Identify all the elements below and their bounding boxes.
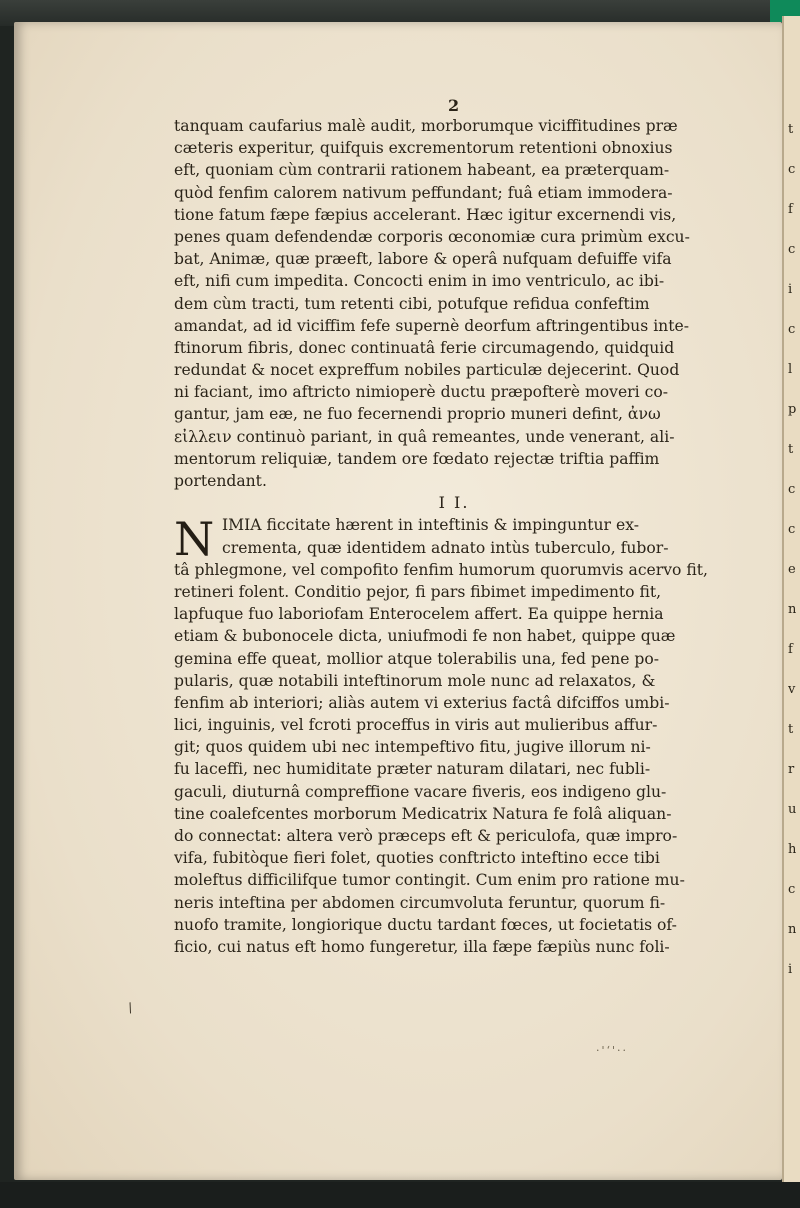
facing-page-letters [788, 110, 800, 1010]
drop-cap-letter: N [174, 512, 215, 567]
text-line: bat, Animæ, quæ præeft, labore & operâ nufquam defuiffe vifa [174, 250, 672, 269]
margin-letter: t [788, 722, 794, 737]
text-line: dem cùm tracti, tum retenti cibi, potufque refidua confeftim [174, 294, 650, 313]
text-line: etiam & bubonocele dicta, uniufmodi fe non habet, quippe quæ [174, 627, 676, 646]
text-line: ftinorum fibris, donec continuatâ ferie circumagendo, quidquid [174, 338, 675, 357]
margin-letter: n [788, 602, 797, 617]
text-line: nuofo tramite, longiorique ductu tardant fœces, ut focietatis of- [174, 915, 677, 934]
margin-letter: l [788, 362, 793, 377]
text-line: amandat, ad id viciffim fefe supernè deorfum aftringentibus inte- [174, 316, 689, 335]
text-line: penes quam defendendæ corporis œconomiæ cura primùm excu- [174, 227, 690, 246]
text-line: eft, nifi cum impedita. Concocti enim in imo ventriculo, ac ibi- [174, 272, 665, 291]
text-line: eft, quoniam cùm contrarii rationem habeant, ea præterquam- [174, 161, 670, 180]
text-line: gaculi, diuturnâ compreffione vacare fiveris, eos indigeno glu- [174, 782, 667, 801]
paragraph-one [174, 115, 734, 492]
text-line: IMIA ficcitate hærent in inteftinis & impinguntur ex- [222, 516, 639, 535]
margin-letter: u [788, 802, 797, 817]
text-line: fu laceffi, nec humiditate præter naturam dilatari, nec fubli- [174, 760, 651, 779]
page-text [174, 115, 734, 958]
text-line: quòd fenfim calorem nativum peffundant; fuâ etiam immodera- [174, 183, 673, 202]
text-line: cæteris experitur, quifquis excrementorum retentioni obnoxius [174, 139, 673, 158]
page-number: 2 [448, 96, 460, 115]
margin-letter: f [788, 642, 793, 657]
ink-mark: / [125, 1000, 136, 1017]
margin-letter: v [788, 682, 796, 697]
margin-letter: f [788, 202, 793, 217]
margin-letter: t [788, 122, 794, 137]
text-line: do connectat: altera verò præceps eft & periculofa, quæ impro- [174, 827, 678, 845]
text-line: ni faciant, imo aftricto nimioperè ductu præpofterè moveri co- [174, 383, 668, 402]
margin-letter: e [788, 562, 796, 577]
text-line: tione fatum fæpe fæpius accelerant. Hæc igitur excernendi vis, [174, 205, 677, 224]
margin-letter: c [788, 522, 796, 537]
margin-letter: c [788, 162, 796, 177]
margin-letter: c [788, 882, 796, 897]
text-line: mentorum reliquiæ, tandem ore fœdato rejectæ triftia paffim [174, 449, 660, 468]
margin-letter: r [788, 762, 795, 777]
text-line: portendant. [174, 472, 267, 490]
text-line: tine coalefcentes morborum Medicatrix Natura fe folâ aliquan- [174, 804, 672, 823]
text-line: tanquam caufarius malè audit, morborumque viciffitudines præ [174, 117, 678, 135]
book-bottom-shadow [0, 1182, 800, 1208]
margin-letter: n [788, 922, 797, 937]
text-line: retineri folent. Conditio pejor, fi pars fibimet impedimento fit, [174, 582, 662, 601]
text-line: gantur, jam eæ, ne fuo fecernendi proprio muneri defint, ἀνω [174, 405, 661, 424]
margin-letter: t [788, 442, 794, 457]
text-line: neris inteftina per abdomen circumvoluta feruntur, quorum fi- [174, 893, 666, 912]
paragraph-two-opening [174, 512, 734, 567]
margin-letter: i [788, 962, 793, 977]
text-line: crementa, quæ identidem adnato intùs tuberculo, fubor- [222, 538, 669, 557]
text-line: redundat & nocet expreffum nobiles particulæ dejecerint. Quod [174, 361, 680, 380]
text-line: tâ phlegmone, vel compofito fenfim humorum quorumvis acervo fit, [174, 560, 709, 579]
text-line: vifa, fubitòque fieri folet, quoties conftricto inteftino ecce tibi [174, 849, 660, 868]
text-line: gemina effe queat, mollior atque tolerabilis una, fed pene po- [174, 649, 660, 668]
margin-letter: h [788, 842, 797, 857]
margin-letter: i [788, 282, 793, 297]
text-line: moleftus difficilifque tumor contingit. Cum enim pro ratione mu- [174, 871, 685, 890]
text-line: fenfim ab interiori; aliàs autem vi exterius factâ difciffos umbi- [174, 693, 670, 712]
margin-letter: p [788, 402, 797, 417]
text-line: git; quos quidem ubi nec intempeftivo fitu, jugive illorum ni- [174, 738, 651, 757]
text-line: εἰλλειν continuò pariant, in quâ remeantes, unde venerant, ali- [174, 427, 675, 446]
section-heading: I I. [438, 493, 470, 513]
text-line: lici, inguinis, vel fcroti proceffus in viris aut mulieribus affur- [174, 716, 658, 735]
margin-letter: c [788, 482, 796, 497]
paragraph-two [174, 559, 734, 958]
ink-speckle: ·'ʻ'·· [596, 1044, 629, 1057]
margin-letter: c [788, 242, 796, 257]
text-line: ficio, cui natus eft homo fungeretur, illa fæpe fæpiùs nunc foli- [174, 937, 670, 956]
margin-letter: c [788, 322, 796, 337]
text-line: lapfuque fuo laboriofam Enterocelem affert. Ea quippe hernia [174, 605, 664, 624]
text-line: pularis, quæ notabili inteftinorum mole nunc ad relaxatos, & [174, 671, 656, 690]
